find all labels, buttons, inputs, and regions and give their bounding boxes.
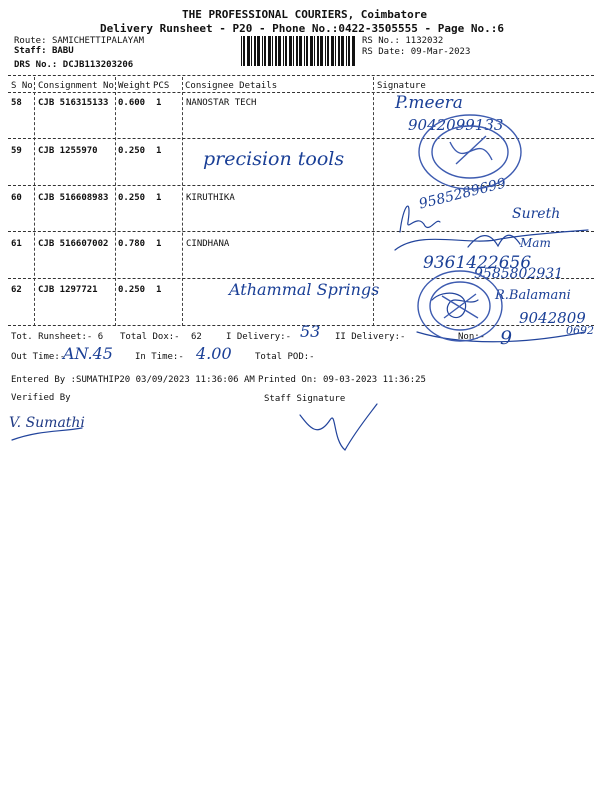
ii-delivery-label: II Delivery:- — [335, 332, 406, 342]
row-58-sno: 58 — [11, 98, 22, 108]
row-61-sno: 61 — [11, 239, 22, 249]
verified-by-signature: V. Sumathi — [9, 415, 85, 431]
out-time-handwritten-value: AN.45 — [63, 344, 113, 363]
row-62-handwritten-phone-extra: 0692 — [566, 324, 594, 337]
route-label: Route: — [14, 36, 47, 46]
drs-label: DRS No.: — [14, 60, 58, 70]
row-62-handwritten-phone: 9042809 — [519, 309, 586, 327]
row-62-pcs: 1 — [156, 285, 162, 295]
row-58-pcs: 1 — [156, 98, 162, 108]
rs-no-value: 1132032 — [405, 36, 444, 46]
rs-date-value: 09-Mar-2023 — [410, 47, 471, 57]
row-61-pcs: 1 — [156, 239, 162, 249]
row-60-consignee: KIRUTHIKA — [186, 193, 235, 203]
row-60-signature-stroke — [400, 206, 440, 232]
col-header-signature: Signature — [377, 81, 426, 91]
printed-on: Printed On: 09-03-2023 11:36:25 — [258, 375, 426, 385]
row-58-handwritten-phone: 9042099133 — [408, 116, 504, 134]
row-61-consignment: CJB 516607002 — [38, 239, 109, 249]
col-header-pcs: PCS — [153, 81, 170, 91]
row-60-handwritten-name: Sureth — [512, 206, 561, 222]
col-header-sno: S No — [11, 81, 33, 91]
staff-value: BABU — [51, 46, 74, 56]
row-62-weight: 0.250 — [118, 285, 146, 295]
staff-label: Staff: — [14, 46, 47, 56]
verified-by-label: Verified By — [11, 393, 71, 403]
row-61-weight: 0.780 — [118, 239, 146, 249]
col-header-consignee: Consignee Details — [185, 81, 278, 91]
row-59-sno: 59 — [11, 146, 22, 156]
row-60-handwritten-phone: 9585289699 — [417, 175, 508, 213]
total-dox-label: Total Dox:- — [120, 332, 180, 342]
tot-runsheet: Tot. Runsheet:- 6 — [11, 332, 104, 342]
row-58-handwritten-name: P.meera — [395, 93, 463, 113]
entered-by: Entered By :SUMATHIP20 03/09/2023 11:36:06 AM — [11, 375, 255, 385]
row-62-consignment: CJB 1297721 — [38, 285, 98, 295]
staff-signature-stroke — [300, 404, 377, 450]
row-60-pcs: 1 — [156, 193, 162, 203]
row-58-consignee: NANOSTAR TECH — [186, 98, 257, 108]
non-delivery-handwritten-mark: 9 — [500, 327, 513, 349]
row-60-sno: 60 — [11, 193, 22, 203]
verified-by-signature-stroke — [12, 428, 82, 440]
company-name: THE PROFESSIONAL COURIERS, Coimbatore — [182, 8, 428, 21]
row-59-handwritten-consignee: precision tools — [203, 148, 345, 170]
out-time-label: Out Time:- — [11, 352, 66, 362]
in-time-label: In Time:- — [135, 352, 184, 362]
i-delivery-label: I Delivery:- — [226, 332, 292, 342]
row-61-handwritten-phone-2: 9585802931 — [474, 266, 564, 282]
row-60-signature-stroke — [395, 230, 588, 250]
row-62-handwritten-name: R.Balamani — [495, 288, 571, 303]
col-header-consignment: Consignment No — [38, 81, 114, 91]
drs-value: DCJB113203206 — [62, 60, 134, 70]
company-stamp — [416, 268, 504, 344]
row-59-pcs: 1 — [156, 146, 162, 156]
row-59-consignment: CJB 1255970 — [38, 146, 98, 156]
row-58-consignment: CJB 516315133 — [38, 98, 109, 108]
row-60-weight: 0.250 — [118, 193, 146, 203]
row-61-consignee: CINDHANA — [186, 239, 230, 249]
total-pod-label: Total POD:- — [255, 352, 315, 362]
row-62-handwritten-consignee: Athammal Springs — [229, 280, 380, 299]
rs-date-label: RS Date: — [362, 47, 406, 57]
non-delivery-label: Non:- — [458, 332, 486, 342]
row-60-consignment: CJB 516608983 — [38, 193, 109, 203]
rs-no-label: RS No.: — [362, 36, 400, 46]
row-58-weight: 0.600 — [118, 98, 146, 108]
row-61-handwritten-name: Mam — [520, 236, 551, 250]
row-61-handwritten-phone: 9361422656 — [423, 253, 532, 273]
staff-signature-label: Staff Signature — [264, 394, 346, 404]
row-59-weight: 0.250 — [118, 146, 146, 156]
in-time-handwritten-value: 4.00 — [196, 344, 232, 363]
i-delivery-handwritten-value: 53 — [300, 322, 321, 341]
total-dox-value: 62 — [191, 332, 202, 342]
col-header-weight: Weight — [118, 81, 151, 91]
row-62-sno: 62 — [11, 285, 22, 295]
runsheet-title: Delivery Runsheet - P20 - Phone No.:0422-3505555 - Page No.:6 — [100, 22, 504, 35]
route-value: SAMICHETTIPALAYAM — [51, 36, 145, 46]
company-stamp — [416, 112, 524, 192]
